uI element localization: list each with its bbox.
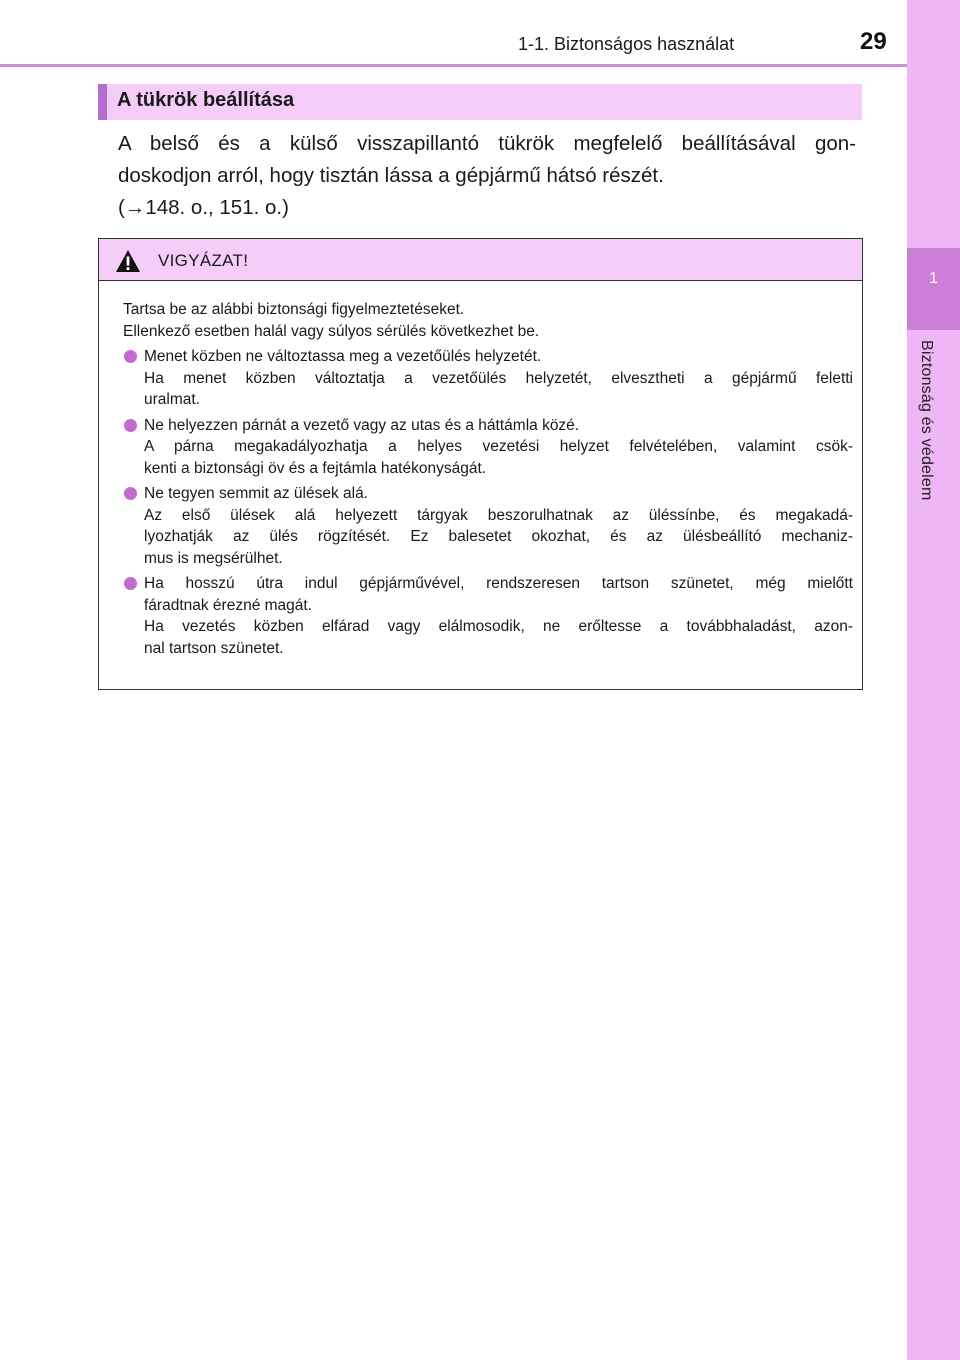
caution-box xyxy=(98,238,863,690)
caution-item-line: Ha menet közben változtatja a vezetőülés helyzetét, elvesztheti a gépjármű feletti xyxy=(144,369,853,387)
caution-item-line: Az első ülések alá helyezett tárgyak beszorulhatnak az üléssínbe, és megakadá- xyxy=(144,506,853,524)
bullet-dot-icon xyxy=(124,487,137,500)
chapter-number-block xyxy=(907,248,960,330)
caution-item-line: fáradtnak érezné magát. xyxy=(144,596,313,614)
intro-line-reference: (→148. o., 151. o.) xyxy=(118,196,289,219)
caution-body xyxy=(123,299,853,659)
caution-item-line: Ne tegyen semmit az ülések alá. xyxy=(144,485,368,502)
caution-header xyxy=(99,239,862,281)
caution-intro-line: Ellenkező esetben halál vagy súlyos sérülés következhet be. xyxy=(123,322,540,340)
chapter-title: Biztonság és védelem xyxy=(918,340,935,501)
warning-triangle-icon xyxy=(115,249,141,273)
bullet-dot-icon xyxy=(124,419,137,432)
intro-line: doskodjon arról, hogy tisztán lássa a gépjármű hátsó részét. xyxy=(118,164,664,187)
caution-item xyxy=(123,573,853,659)
caution-item-line: lyozhatják az ülés rögzítését. Ez balesetet okozhat, és az ülésbeállító mechaniz- xyxy=(144,528,853,545)
caution-item-line: mus is megsérülhet. xyxy=(144,549,283,567)
caution-title: VIGYÁZAT! xyxy=(158,251,249,270)
caution-item-line: Ha vezetés közben elfárad vagy elálmosodik, ne erőltesse a továbbhaladást, azon- xyxy=(144,618,853,635)
intro-paragraph xyxy=(118,128,856,224)
caution-item xyxy=(123,415,853,480)
caution-intro-line: Tartsa be az alábbi biztonsági figyelmeztetéseket. xyxy=(123,301,465,318)
bullet-dot-icon xyxy=(124,577,137,590)
intro-line: A belső és a külső visszapillantó tükrök megfelelő beállításával gon- xyxy=(118,132,856,155)
caution-item-line: nal tartson szünetet. xyxy=(144,639,284,657)
caution-item-line: kenti a biztonsági öv és a fejtámla hatékonyságát. xyxy=(144,459,487,477)
caution-item-line: A párna megakadályozhatja a helyes vezetési helyzet felvételében, valamint csök- xyxy=(144,438,853,455)
section-heading-bar xyxy=(98,84,862,120)
caution-item-line: uralmat. xyxy=(144,391,200,408)
caution-item-line: Menet közben ne változtassa meg a vezetőülés helyzetét. xyxy=(144,348,542,365)
section-title: A tükrök beállítása xyxy=(117,89,295,111)
chapter-title-vertical xyxy=(917,340,949,560)
bullet-dot-icon xyxy=(124,350,137,363)
chapter-number: 1 xyxy=(929,270,938,287)
page-number: 29 xyxy=(860,28,887,55)
caution-item-line: Ne helyezzen párnát a vezető vagy az utas és a háttámla közé. xyxy=(144,416,580,434)
caution-intro xyxy=(123,299,853,342)
header-rule xyxy=(0,64,907,67)
caution-item-line: Ha hosszú útra indul gépjárművével, rendszeresen tartson szünetet, még mielőtt xyxy=(144,575,853,592)
chapter-side-tab xyxy=(907,0,960,1360)
caution-item xyxy=(123,483,853,569)
running-header: 1-1. Biztonságos használat xyxy=(518,34,735,54)
caution-item xyxy=(123,346,853,411)
